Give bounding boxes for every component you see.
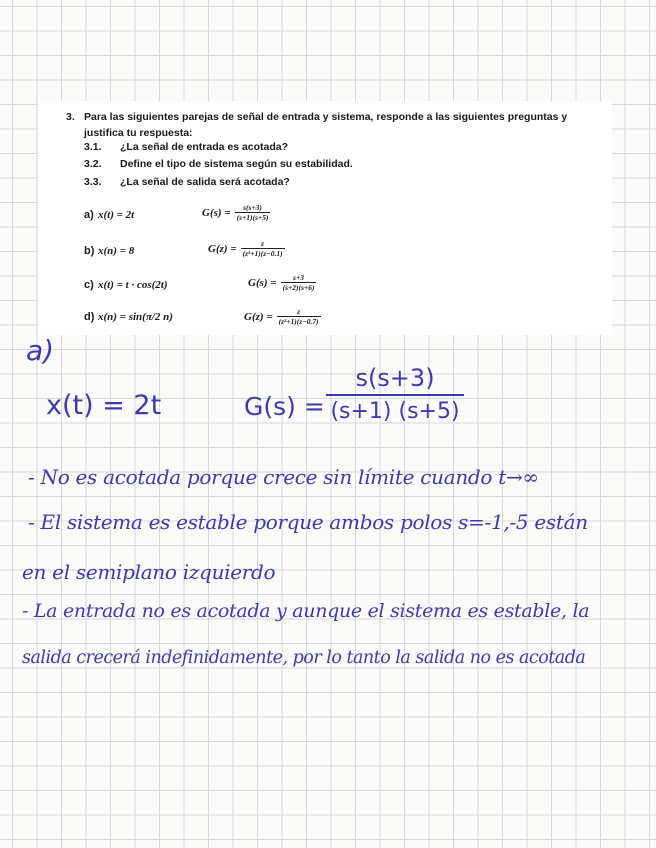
handwritten-answer-line-4: - La entrada no es acotada y aunque el sistema es estable, la	[22, 600, 590, 622]
tf-lhs: G(s) =	[248, 276, 277, 289]
tf-fraction	[241, 239, 285, 258]
tf-denominator: (z²+1)(z−0.7)	[278, 317, 319, 326]
tf-numerator: z	[261, 239, 265, 248]
handwritten-tf-lhs: G(s) =	[244, 392, 325, 421]
input-signal: x(n) = sin(π/2 n)	[98, 311, 173, 323]
subquestion-number: 3.1.	[84, 141, 102, 153]
item-label: a)	[84, 209, 94, 221]
subquestion-text: ¿La señal de salida será acotada?	[120, 176, 290, 188]
tf-lhs: G(z) =	[244, 310, 273, 323]
transfer-function	[244, 307, 321, 326]
handwritten-part-label: a)	[26, 334, 55, 367]
input-signal: x(n) = 8	[98, 245, 135, 257]
input-signal: x(t) = 2t	[98, 209, 135, 221]
handwritten-tf-numerator: s(s+3)	[355, 364, 435, 392]
subquestion-text: Define el tipo de sistema según su estabilidad.	[120, 158, 353, 170]
subquestion-text: ¿La señal de entrada es acotada?	[120, 141, 289, 153]
question-number: 3.	[66, 111, 75, 123]
item-label: d)	[84, 311, 95, 323]
tf-denominator: (z²+1)(z−0.1)	[242, 249, 283, 258]
tf-denominator: (s+1)(s+5)	[236, 213, 269, 222]
item-label: b)	[84, 245, 95, 257]
tf-fraction	[235, 203, 271, 222]
tf-denominator: (s+2)(s+6)	[282, 283, 315, 292]
tf-fraction	[281, 273, 317, 292]
handwritten-answer-line-3: en el semiplano izquierdo	[22, 560, 276, 584]
transfer-function	[202, 203, 270, 222]
handwritten-answer-line-1: - No es acotada porque crece sin límite cuando t→∞	[28, 465, 539, 489]
handwritten-input-equation: x(t) = 2t	[46, 390, 162, 421]
handwritten-answer-line-5: salida crecerá indefinidamente, por lo tanto la salida no es acotada	[22, 648, 586, 668]
tf-lhs: G(z) =	[208, 242, 237, 255]
tf-numerator: s(s+3)	[243, 203, 262, 212]
question-text: Para las siguientes parejas de señal de entrada y sistema, responde a las siguientes preguntas y justifica tu respuesta:	[84, 111, 568, 139]
subquestion-number: 3.3.	[84, 176, 102, 188]
input-signal: x(t) = t · cos(2t)	[98, 279, 168, 291]
tf-fraction	[277, 307, 321, 326]
subquestion-number: 3.2.	[84, 158, 102, 170]
item-label: c)	[84, 279, 94, 291]
transfer-function	[248, 273, 316, 292]
tf-numerator: z	[297, 307, 301, 316]
problem-card	[38, 101, 612, 335]
transfer-function	[208, 239, 285, 258]
handwritten-answer-line-2: - El sistema es estable porque ambos polos s=-1,-5 están	[28, 510, 588, 534]
handwritten-tf-fraction	[326, 362, 464, 428]
tf-numerator: s+3	[293, 273, 304, 282]
tf-lhs: G(s) =	[202, 206, 231, 219]
handwritten-tf-denominator: (s+1) (s+5)	[330, 399, 460, 424]
